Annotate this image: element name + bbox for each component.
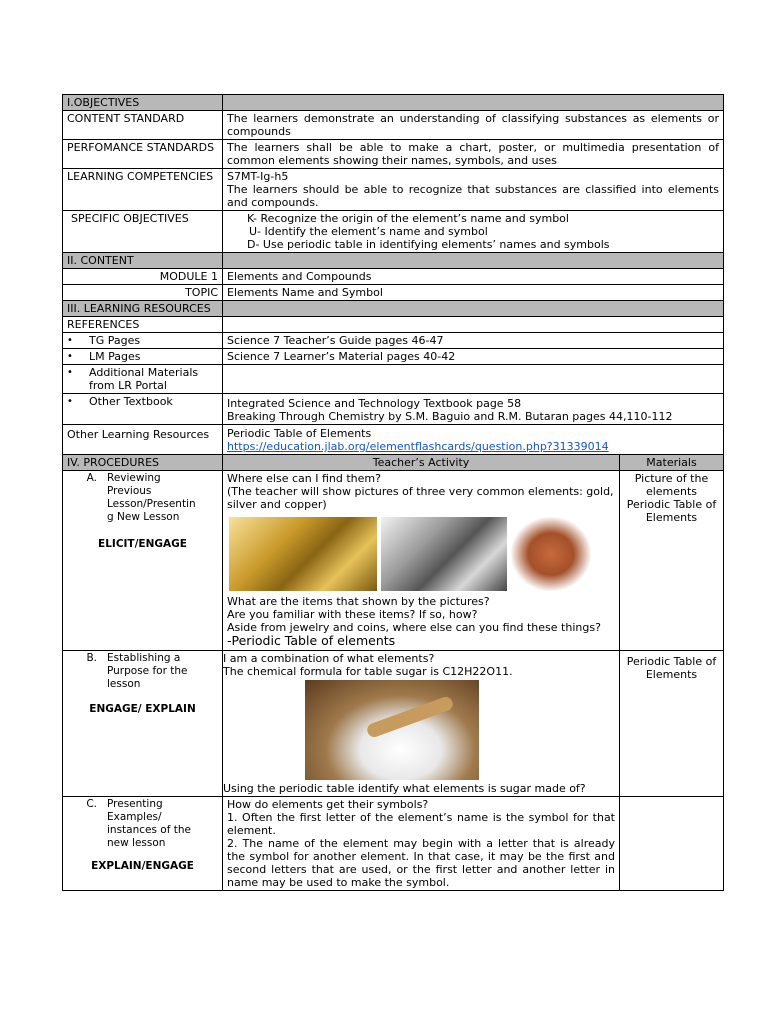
materials-header: Materials [620,455,724,471]
lesson-plan [62,94,723,891]
procedure-b-label: Establishing a Purpose for the lesson [107,651,188,690]
gold-bars-image [229,517,377,591]
learning-resources-header: III. LEARNING RESOURCES [63,301,223,317]
procedure-a-material-1: Picture of the elements [634,472,709,498]
content-standard-text: The learners demonstrate an understanding of classifying substances as elements or compounds [223,111,724,140]
copper-nugget-image [511,517,591,591]
competency-text: The learners should be able to recognize that substances are classified into elements and compounds. [227,183,719,209]
procedure-c-line-3: 2. The name of the element may begin with a letter that is already the symbol for another element. In that case, it may be the first and second letters that are used, or the first letter and another letter in name may be used to make the symbol. [227,836,615,889]
procedure-a-question-1: What are the items that shown by the pictures? [227,595,490,608]
teacher-activity-header: Teacher’s Activity [223,455,620,471]
tg-pages-value: Science 7 Teacher’s Guide pages 46-47 [223,333,724,349]
procedure-b-question: Using the periodic table identify what elements is sugar made of? [223,781,586,795]
procedure-a-label: Reviewing Previous Lesson/Presentin g New Lesson [107,472,196,523]
other-resources-label: Other Learning Resources [63,425,223,455]
procedure-a-intro-2: (The teacher will show pictures of three very common elements: gold, silver and copper) [227,485,614,511]
procedure-a-note: -Periodic Table of elements [227,633,396,648]
objectives-header-row [63,95,724,111]
elements-pictures [229,517,615,591]
performance-standards-label: PERFOMANCE STANDARDS [63,140,223,169]
additional-materials-label: Additional Materials from LR Portal [89,366,199,392]
learning-competencies-label: LEARNING COMPETENCIES [63,169,223,211]
bullet-icon: • [67,335,73,346]
bullet-icon: • [67,367,73,378]
procedure-a-question-2: Are you familiar with these items? If so, how? [227,608,478,621]
references-label: REFERENCES [63,317,223,333]
procedure-a-letter: A. [86,472,97,484]
procedure-c-phase: EXPLAIN/ENGAGE [91,859,194,872]
procedure-b-material: Periodic Table of Elements [620,650,724,796]
procedure-c-letter: C. [86,797,97,810]
procedure-b-line-1: I am a combination of what elements? [223,651,435,665]
content-standard-label: CONTENT STANDARD [63,111,223,140]
module-value: Elements and Compounds [223,269,724,285]
performance-standards-text: The learners shall be able to make a chart, poster, or multimedia presentation of common elements showing their names, symbols, and uses [223,140,724,169]
lesson-plan-table [62,94,724,891]
topic-label: TOPIC [63,285,223,301]
content-header: II. CONTENT [63,253,223,269]
specific-objective-k: K- Recognize the origin of the element’s name and symbol [247,212,569,225]
procedure-c-line-2: 1. Often the first letter of the element’s name is the symbol for that element. [227,810,615,837]
bullet-icon: • [67,396,73,407]
competency-code: S7MT-Ig-h5 [227,170,289,183]
procedure-a-phase: ELICIT/ENGAGE [98,538,187,550]
silver-bars-image [381,517,507,591]
procedure-c-line-1: How do elements get their symbols? [227,797,429,811]
lm-pages-value: Science 7 Learner’s Material pages 40-42 [223,349,724,365]
specific-objective-u: U- Identify the element’s name and symbol [249,225,488,238]
sugar-spoon-image [305,680,479,780]
bullet-icon: • [67,351,73,362]
objectives-header: I.OBJECTIVES [63,95,223,111]
specific-objectives-label: SPECIFIC OBJECTIVES [63,211,223,253]
module-label: MODULE 1 [63,269,223,285]
periodic-table-link[interactable]: https://education.jlab.org/elementflashcards/question.php?31339014 [227,440,609,453]
procedure-b-letter: B. [86,651,97,664]
procedure-a-intro-1: Where else can I find them? [227,472,381,485]
lm-pages-label: LM Pages [89,350,141,363]
procedure-c-row [63,796,724,890]
procedure-a-row [63,471,724,651]
tg-pages-label: TG Pages [89,334,141,347]
procedure-c-label: Presenting Examples/ instances of the new lesson [107,797,191,849]
other-textbook-2: Breaking Through Chemistry by S.M. Baguio and R.M. Butaran pages 44,110-112 [227,410,673,423]
other-resources-value: Periodic Table of Elements [227,427,372,440]
procedure-b-phase: ENGAGE/ EXPLAIN [89,702,196,715]
procedure-a-material-2: Periodic Table of Elements [626,498,717,524]
other-textbook-label: Other Textbook [89,395,173,408]
other-textbook-1: Integrated Science and Technology Textbook page 58 [227,397,522,410]
topic-value: Elements Name and Symbol [223,285,724,301]
procedure-b-line-2: The chemical formula for table sugar is C12H22O11. [223,664,513,678]
additional-materials-value [223,365,724,394]
specific-objective-d: D- Use periodic table in identifying elements’ names and symbols [247,238,610,251]
procedure-a-question-3: Aside from jewelry and coins, where else can you find these things? [227,621,601,634]
procedures-header: IV. PROCEDURES [63,455,223,471]
procedure-b-row [63,650,724,796]
